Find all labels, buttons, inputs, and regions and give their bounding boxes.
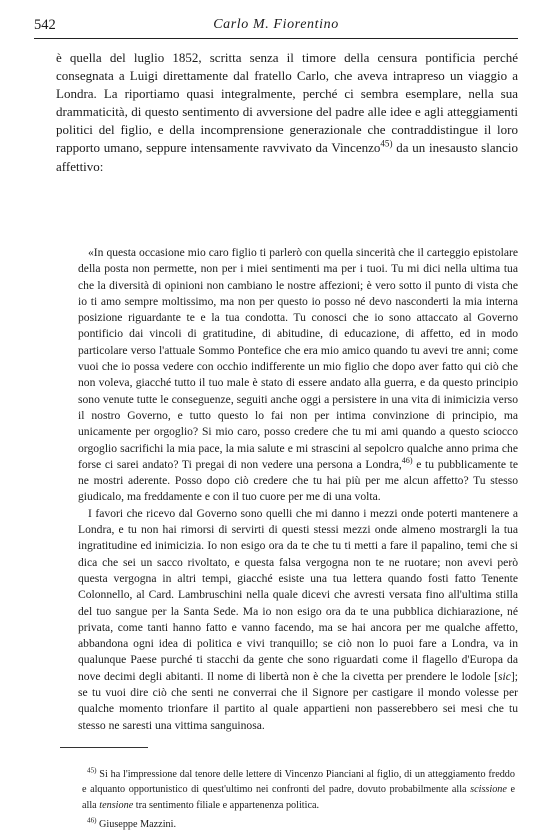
letter-quotation [78, 245, 518, 734]
footnote-number: 46) [87, 816, 97, 825]
quote-text: ]; se tu vuoi dire ciò che senti ne converrai che il Signore per castigare il mondo volesse per qualche momento trionfare il partito al quale appartieni non passerebbero sei mesi che tu stesso ne saresti una vittima sanguinosa. [78, 669, 518, 732]
quote-text: «In questa occasione mio caro figlio ti parlerò con quella sincerità che il carteggio epistolare della posta non permette, non per i miei sentimenti ma per i tuoi. Tu mi dici nella ultima tua che la diversità di opinioni non cambiano le nostre affezioni; è vero sotto il punto di vista che io ti amo sempre moltissimo, ma non per questo io posso né devo nasconderti la mia interna posizione riguardante te e la tua condotta. Tu conosci che io sono attaccato al Governo pontificio dai vincoli di gratitudine, di abitudine, di educazione, di affetto, ed in modo particolare verso l'attuale Sommo Pontefice che era mio amico quando tu avevi tre anni; come vuoi che io possa vedere con occhio indifferente un mio figlio che dopo aver fatto qui ciò che non voleva, giacché tutto il tuo male è stato di essere andato alla guerra, e da questo principio sono venute tutte le conseguenze, seguiti anche oggi a persistere in una vita di inimicizia verso il nostro Governo, e tutto questo lo fai non per intima convinzione di principio, ma unicamente per orgoglio? Si mio caro, posso credere che tu mi ami quando a questo sciocco orgoglio sacrifichi la mia pace, la mia salute e mi strascini al sepolcro qualche anno prima che forse ci sarei andato? Ti pregai di non vedere una persona a Londra, [78, 246, 518, 471]
quote-paragraph-2 [78, 506, 518, 734]
quote-paragraph-1 [78, 245, 518, 506]
quote-text: I favori che ricevo dal Governo sono quelli che mi danno i mezzi onde poterti mantenere a Londra, e tu non hai rimorsi di servirti di questi stessi mezzi onde almeno mostrargli la tua ingratitudine ed inimicizia. Io non esigo ora da te che tu ti metti a fare il papalino, temi che si dica che sei un sacco rivoltato, e questa falsa vergogna non te ne ruotare; non avevi però questa vergogna in altri tempi, giacché esiste una tua lettera quando fosti fatto Tenente Colonnello, al Card. Lambruschini nella quale dicevi che avresti versata fino all'ultima stilla del tuo sangue per la Santa Sede. Ma io non esigo ora da te una pubblica dichiarazione, né privata, come tanti hanno fatto e vanno facendo, ma se hai ancora per me qualche affetto, abbandona ogni idea di politica e vivi tranquillo; se ciò non lo puoi fare a Londra, va in qualunque Paese purché ti stacchi da gente che sono riguardati come il flagello d'Europa da nove decimi degli abitanti. Il nome di libertà non è che la civetta per prendere le lodole [ [78, 506, 518, 683]
footnote-45 [82, 767, 515, 813]
intro-text-end: da un inesausto slancio affettivo: [56, 140, 518, 174]
page-header [34, 14, 518, 39]
footnote-text: Si ha l'impressione dal tenore delle lettere di Vincenzo Pianciani al figlio, di un atteggiamento freddo e alquanto opportunistico di quest'ultimo nei confronti del padre, dovuto probabilmente alla [82, 769, 515, 796]
footnote-number: 45) [87, 766, 97, 775]
intro-paragraph [56, 49, 518, 176]
footnote-text: Giuseppe Mazzini. [96, 819, 176, 831]
intro-text: è quella del luglio 1852, scritta senza il timore della censura pontificia perché consegnata a Luigi direttamente dal fratello Carlo, che aveva intrapreso un viaggio a Londra. La riportiamo quasi integralmente, perché ci sembra esemplare, nella sua drammaticità, di questo sentimento di avversione del padre alle idee e agli atteggiamenti politici del figlio, e della incomprensione generazionale che contraddistingue il loro rapporto umano, seppure intensamente ravvivato da Vincenzo [56, 50, 518, 156]
footnote-text: tra sentimento filiale e appartenenza politica. [133, 799, 320, 811]
footnote-divider [60, 747, 148, 748]
footnote-emphasis: scissione [470, 784, 507, 796]
quote-text: e tu pubblicamente te ne mostri aderente. Posso dopo ciò credere che tu hai più per me alcun affetto? Tu stesso giudicalo, ma freddamente e con il tuo cuore per me di una volta. [78, 457, 519, 504]
footnote-46 [82, 817, 515, 832]
footnote-ref-45[interactable]: 45) [380, 139, 393, 150]
running-title: Carlo M. Fiorentino [213, 17, 339, 32]
footnote-text: e alla [82, 784, 515, 811]
footnote-ref-46[interactable]: 46) [401, 456, 413, 465]
page-number: 542 [34, 17, 56, 33]
footnote-emphasis: tensione [99, 799, 134, 811]
sic-mark: sic [498, 669, 511, 683]
footnotes [82, 767, 515, 833]
